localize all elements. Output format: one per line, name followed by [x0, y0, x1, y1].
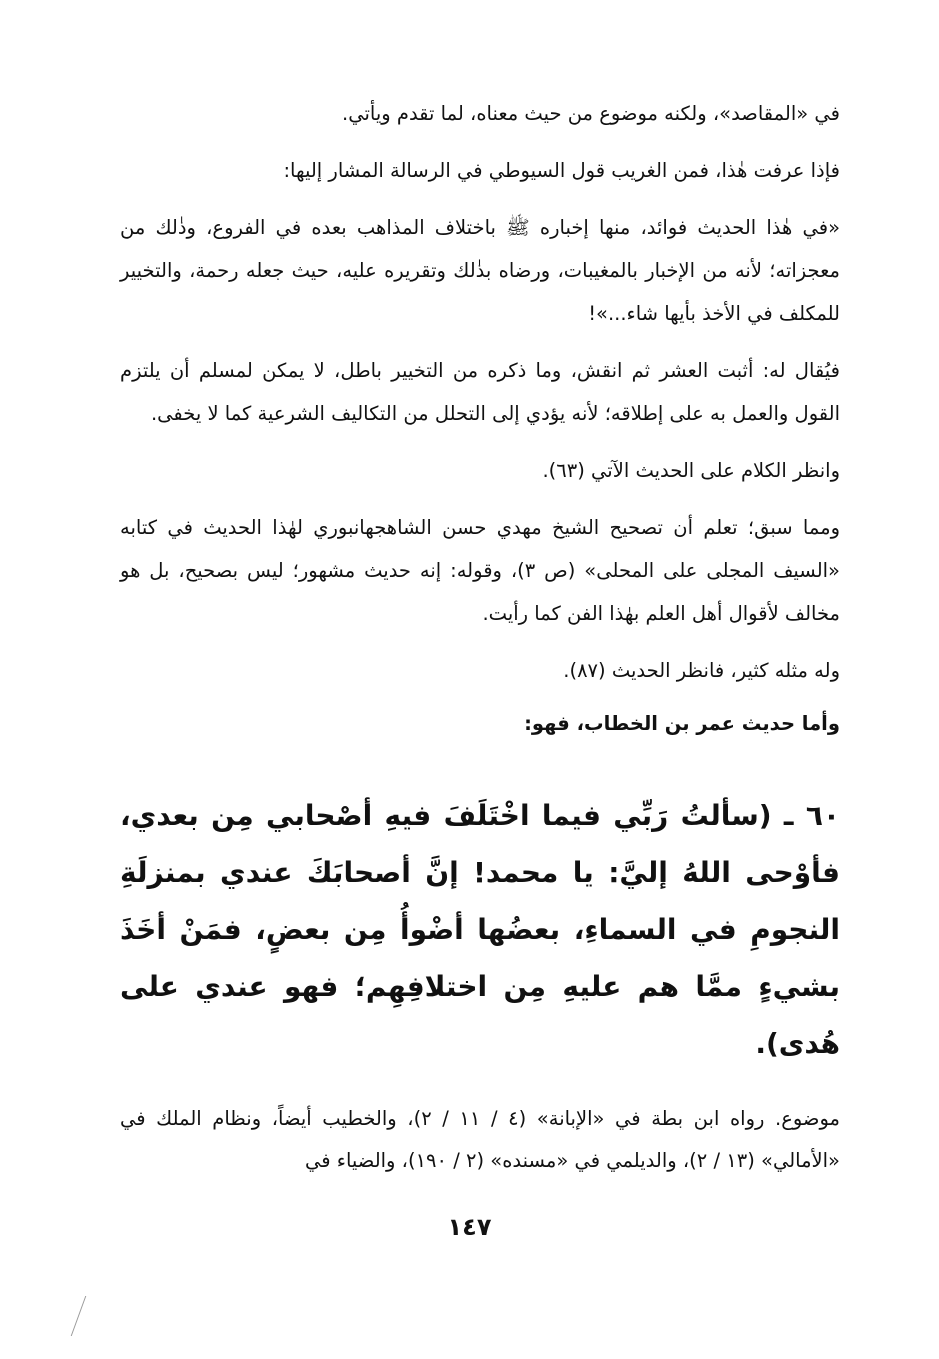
hadith-60-text: ٦٠ ـ (سألتُ رَبِّي فيما اخْتَلَفَ فيهِ أصْحابي مِن بعدي، فأوْحى اللهُ إليَّ: يا محمد! إنَّ أصحابَكَ عندي بمنزلَةِ النجومِ في السماءِ، بعضُها أضْوأُ مِن بعضٍ، فمَنْ أخَذَ بشيءٍ ممَّا هم عليهِ مِن اختلافِهِم؛ فهو عندي على هُدى). — [120, 799, 840, 1060]
text-column — [120, 92, 840, 1182]
paragraph-suyuti-intro: فإذا عرفت هٰذا، فمن الغريب قول السيوطي في الرسالة المشار إليها: — [283, 159, 840, 182]
scan-margin-mark — [71, 1296, 97, 1336]
page-number: ١٤٧ — [447, 1213, 492, 1241]
paragraph-suyuti-quote: «في هٰذا الحديث فوائد، منها إخباره ﷺ باختلاف المذاهب بعده في الفروع، وذٰلك من معجزاته؛ لأنه من الإخبار بالمغيبات، ورضاه بذٰلك وتقريره عليه، حيث جعله رحمة، والتخيير للمكلف في الأخذ بأيها شاء...»! — [120, 216, 840, 325]
paragraph-see-hadith-63: وانظر الكلام على الحديث الآتي (٦٣). — [542, 459, 840, 482]
paragraph-rebuttal: فيُقال له: أثبت العشر ثم انقش، وما ذكره من التخيير باطل، لا يمكن لمسلم أن يلتزم القول والعمل به على إطلاقه؛ لأنه يؤدي إلى التحلل من التكاليف الشرعية كما لا يخفى. — [120, 359, 840, 425]
hadith-takhrij: موضوع. رواه ابن بطة في «الإبانة» (٤ / ١١ / ٢)، والخطيب أيضاً، ونظام الملك في «الأمالي» (١٣ / ٢)، والديلمي في «مسنده» (٢ / ١٩٠)، والضياء في — [120, 1107, 840, 1172]
paragraph-umar-hadith-intro: وأما حديث عمر بن الخطاب، فهو: — [524, 712, 840, 735]
paragraph-maqasid: في «المقاصد»، ولكنه موضوع من حيث معناه، لما تقدم ويأتي. — [342, 102, 840, 125]
paragraph-shahjahanpuri: ومما سبق؛ تعلم أن تصحيح الشيخ مهدي حسن الشاهجهانبوري لهٰذا الحديث في كتابه «السيف المجلى على المحلى» (ص ٣)، وقوله: إنه حديث مشهور؛ ليس بصحيح، بل هو مخالف لأقوال أهل العلم بهٰذا الفن كما رأيت. — [120, 516, 840, 625]
paragraph-see-hadith-87: وله مثله كثير، فانظر الحديث (٨٧). — [563, 659, 840, 682]
